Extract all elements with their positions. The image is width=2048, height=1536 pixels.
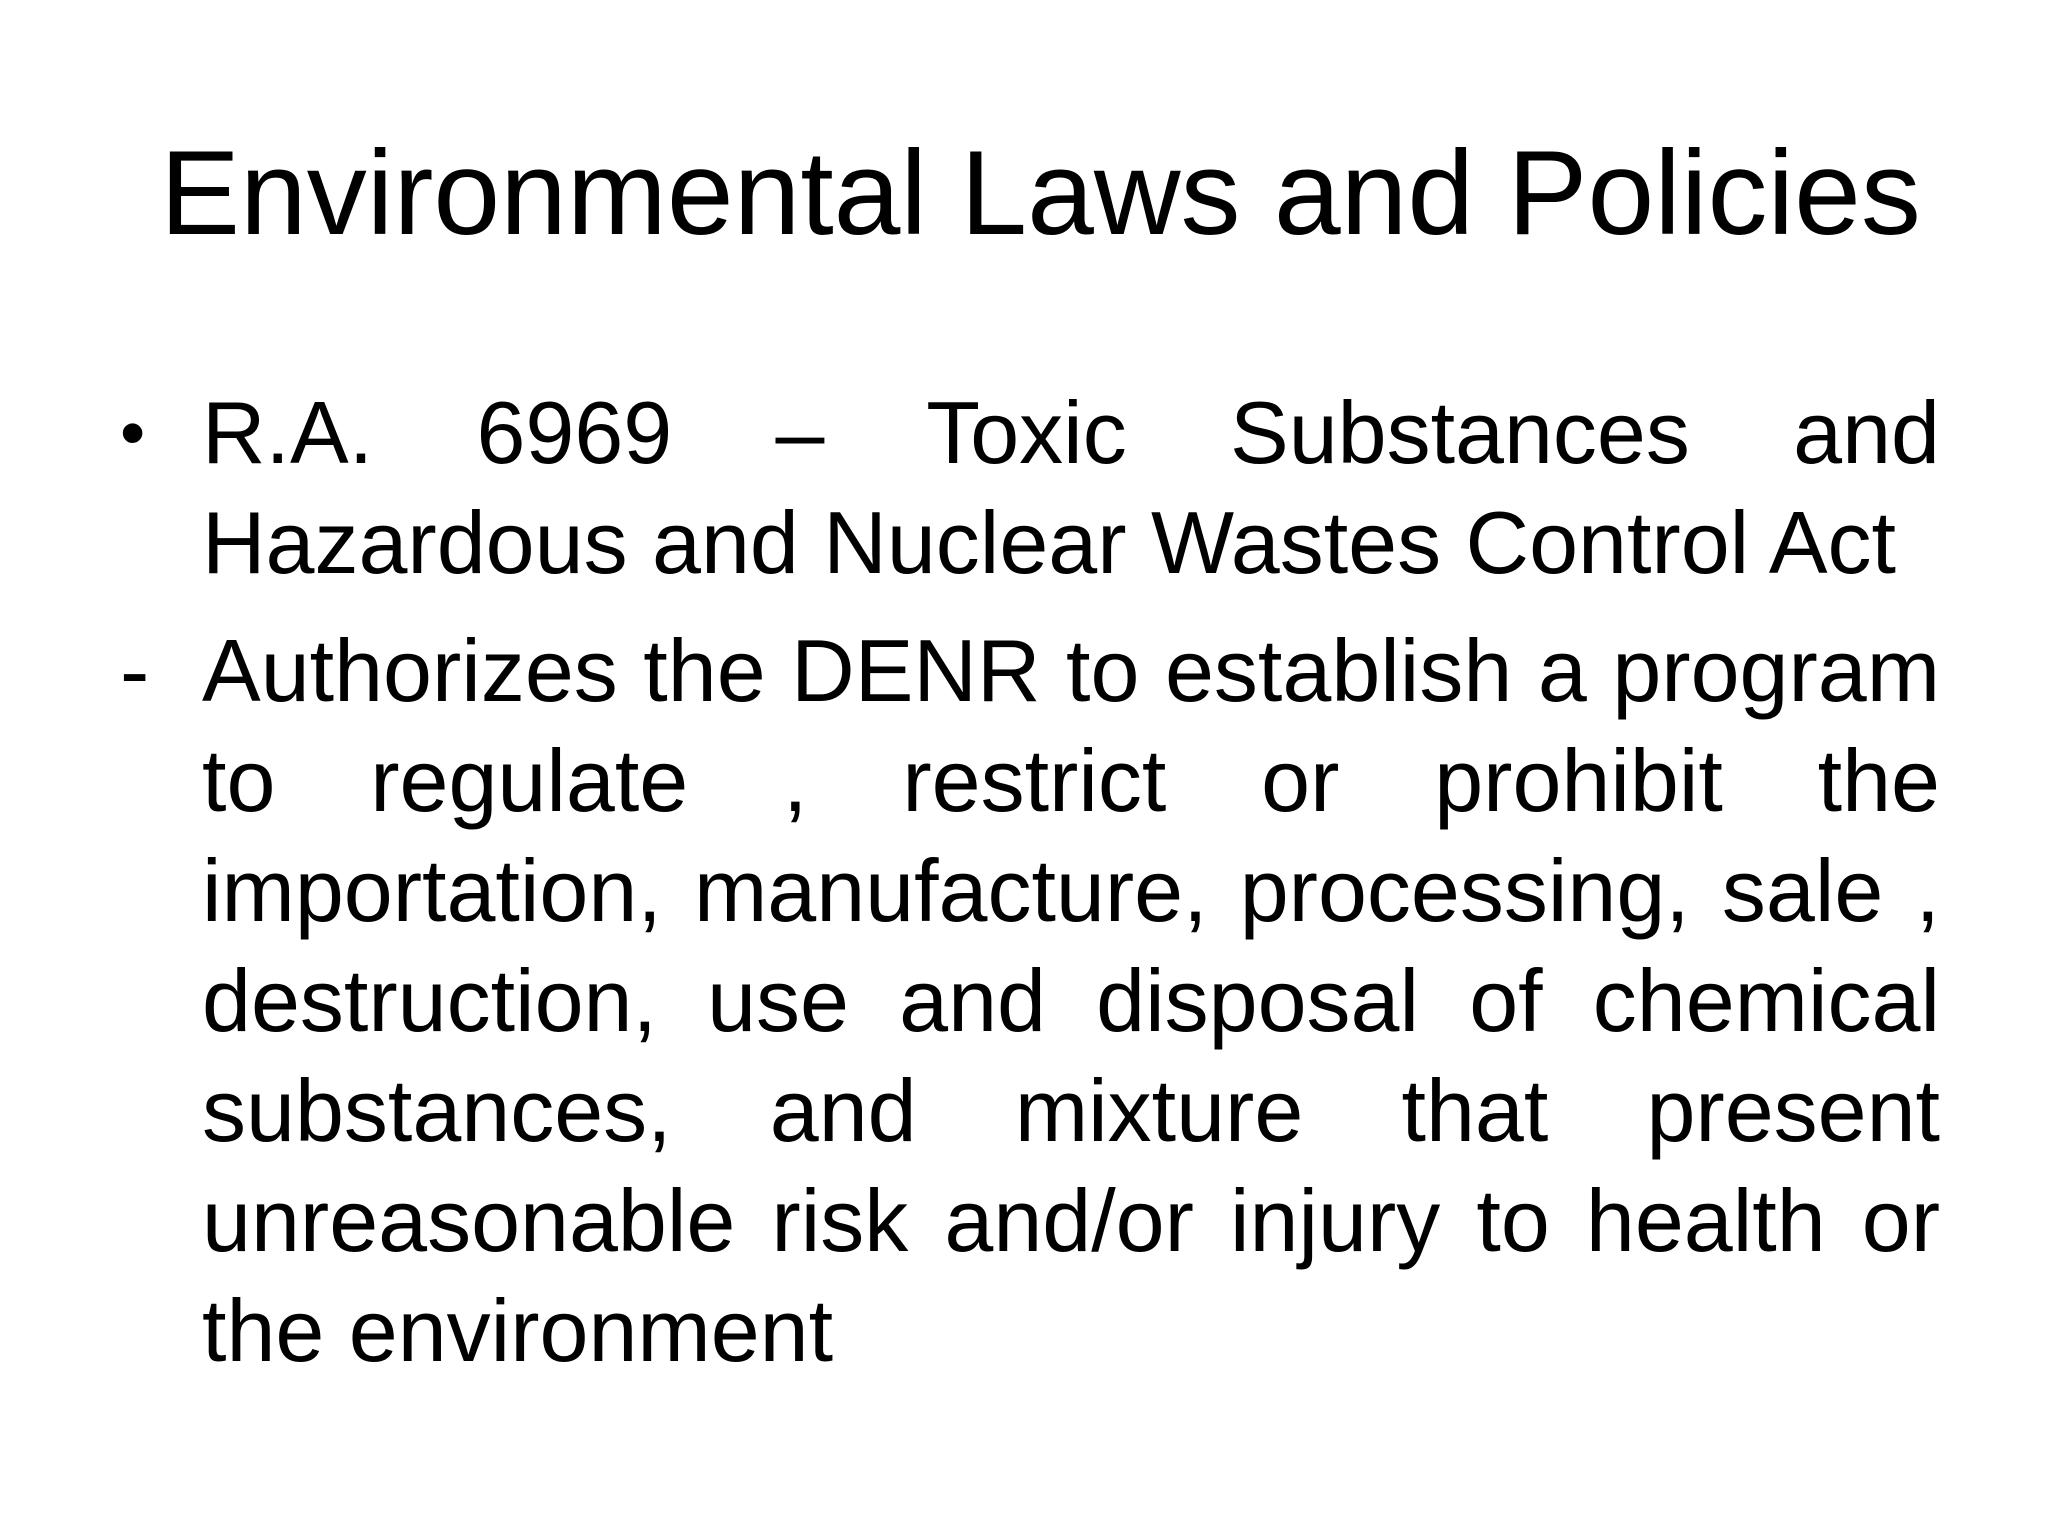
slide-title: Environmental Laws and Policies: [160, 126, 1921, 260]
bullet-icon: •: [120, 393, 146, 473]
dash-item-description: [120, 616, 1940, 1386]
dash-marker: -: [120, 621, 150, 720]
bullet-item-ra-6969: [120, 378, 1940, 598]
description-text: Authorizes the DENR to establish a program to regulate , restrict or prohibit the importation, manufacture, processing, sale , destruction, use and disposal of chemical substances, and mixture that present unreasonable risk and/or injury to health or the environment: [202, 621, 1940, 1380]
bullet-text: R.A. 6969 – Toxic Substances and Hazardous and Nuclear Wastes Control Act: [202, 383, 1940, 592]
slide-body: [120, 378, 1940, 1386]
